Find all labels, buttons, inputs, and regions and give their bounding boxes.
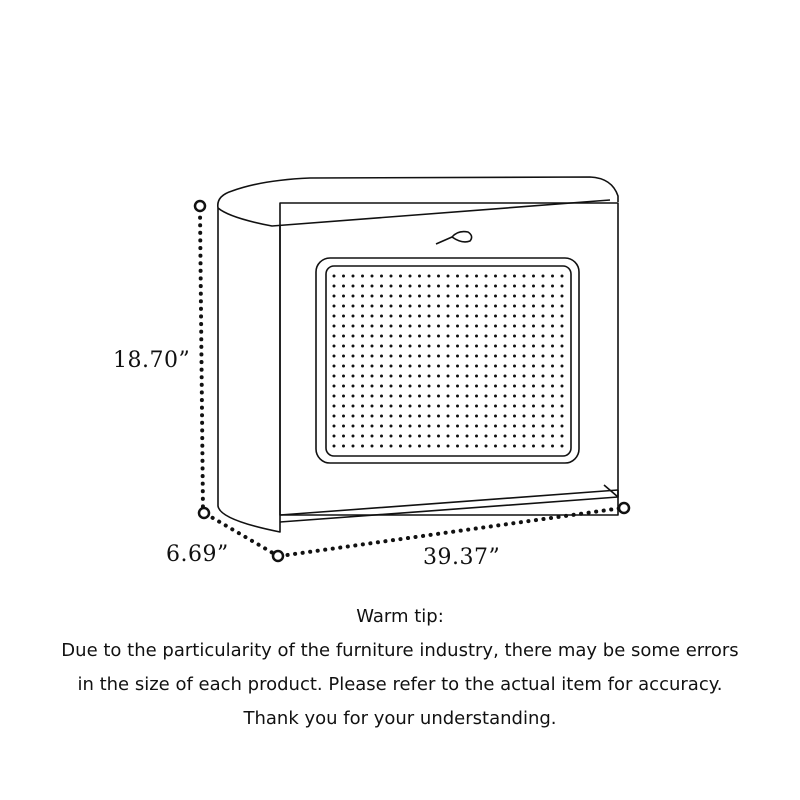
depth-dimension-label: 6.69” xyxy=(166,542,229,567)
dimension-lines xyxy=(195,201,629,561)
warm-tip xyxy=(0,600,800,736)
warm-tip-line-2: in the size of each product. Please refer to the actual item for accuracy. xyxy=(77,674,723,695)
warm-tip-line-1: Due to the particularity of the furniture industry, there may be some errors xyxy=(61,640,739,661)
endpoint-front-right xyxy=(619,503,629,513)
endpoint-top-left xyxy=(195,201,205,211)
warm-tip-title: Warm tip: xyxy=(356,606,444,627)
cabinet-drawing xyxy=(218,177,618,532)
rattan-panel-inner xyxy=(326,266,571,456)
height-dimension-line xyxy=(200,210,203,512)
rattan-panel-frame xyxy=(316,258,579,463)
endpoint-bottom-left xyxy=(199,508,209,518)
rattan-cane-pattern xyxy=(333,275,564,448)
endpoint-front-left xyxy=(273,551,283,561)
cabinet-handle xyxy=(452,232,472,242)
height-dimension-label: 18.70” xyxy=(113,348,191,373)
cabinet-side-panel xyxy=(218,208,280,532)
warm-tip-line-3: Thank you for your understanding. xyxy=(243,708,557,729)
cabinet-front-panel xyxy=(280,203,618,515)
width-dimension-label: 39.37” xyxy=(423,545,501,570)
